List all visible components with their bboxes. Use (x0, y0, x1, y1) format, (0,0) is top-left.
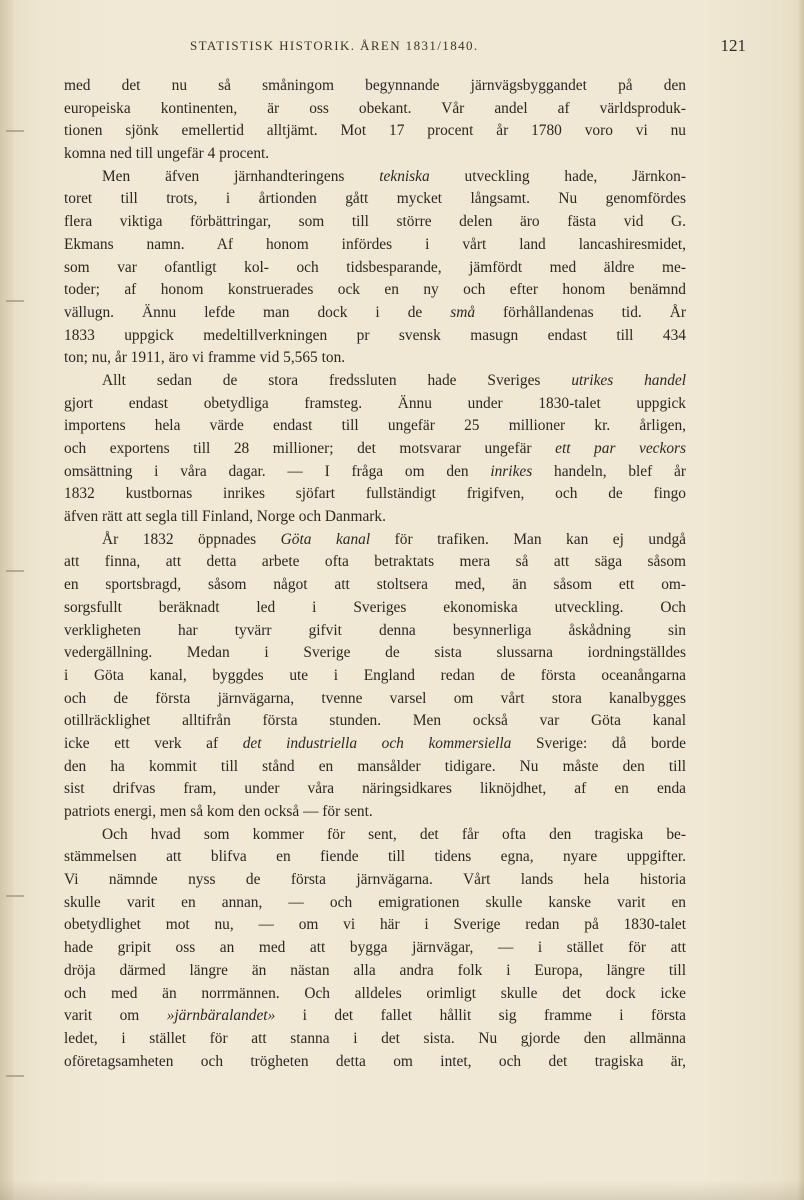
text-segment: gjort endast obetydliga framsteg. Ännu under 1830-talet uppgick (64, 394, 686, 412)
text-segment: förhållandenas tid. År (475, 303, 686, 321)
text-segment: den ha kommit till stånd en mansålder tidigare. Nu måste den till (64, 757, 686, 775)
margin-mark (6, 300, 24, 302)
text-line (64, 824, 686, 847)
italic-text: utrikes handel (571, 371, 687, 389)
text-segment: tionen sjönk emellertid alltjämt. Mot 17 procent år 1780 voro vi nu (64, 122, 686, 140)
text-segment: med det nu så småningom begynnande järnvägsbyggandet på den (64, 77, 686, 94)
text-line (64, 801, 686, 824)
text-segment: 1832 kustbornas inrikes sjöfart fullständigt frigifven, och de fingo (64, 485, 686, 503)
text-segment: hade gripit oss an med att bygga järnvägar, — i stället för att (64, 939, 686, 957)
text-segment: År 1832 öppnades (102, 530, 281, 548)
text-segment: patriots energi, men så kom den också — för sent. (64, 803, 373, 820)
text-segment: sorgsfullt beräknadt led i Sveriges ekonomiska utveckling. Och (64, 598, 686, 616)
text-segment: att finna, att detta arbete ofta betraktats mera så att säga såsom (64, 553, 686, 571)
italic-text: ett par veckors (555, 440, 686, 457)
text-segment: i Göta kanal, byggdes ute i England redan de första oceanångarna (64, 666, 686, 684)
text-line (64, 188, 686, 211)
text-segment: dröja därmed längre än nästan alla andra folk i Europa, längre till (64, 961, 686, 979)
text-segment: och exportens till 28 millioner; det motsvarar ungefär (64, 440, 556, 457)
text-segment: i det fallet hållit sig framme i första (275, 1007, 686, 1025)
text-segment: importens hela värde endast till ungefär 25 millioner kr. årligen, (64, 417, 686, 435)
text-segment: äfven rätt att segla till Finland, Norge och Danmark. (64, 508, 386, 526)
text-line (64, 415, 686, 438)
text-line (64, 892, 686, 915)
text-segment: stämmelsen att blifva en fiende till tidens egna, nyare uppgifter. (64, 848, 686, 866)
margin-mark (6, 1075, 24, 1077)
text-segment: Ekmans namn. Af honom infördes i vårt land lancashiresmidet, (64, 235, 686, 253)
text-line (64, 166, 686, 189)
text-line (64, 257, 686, 280)
page-number: 121 (720, 36, 746, 55)
text-line (64, 914, 686, 937)
text-segment: handeln, blef år (532, 462, 686, 480)
text-segment: och de första järnvägarna, tvenne varsel om vårt stora kanalbygges (64, 689, 686, 707)
margin-mark (6, 570, 24, 572)
binding-edge (0, 0, 14, 1200)
text-segment: flera viktiga förbättringar, som till större delen äro fästa vid G. (64, 213, 686, 231)
text-line (64, 756, 686, 779)
italic-text: det industriella och kommersiella (242, 734, 512, 752)
text-line (64, 983, 686, 1006)
text-line (64, 733, 686, 756)
text-line (64, 597, 686, 620)
text-line (64, 869, 686, 892)
text-segment: Vi nämnde nyss de första järnvägarna. Vårt lands hela historia (64, 871, 686, 889)
running-title: STATISTISK HISTORIK. ÅREN 1831/1840. (190, 38, 479, 53)
text-line (64, 665, 686, 688)
text-segment: och med än norrmännen. Och alldeles orimligt skulle det dock icke (64, 984, 686, 1002)
text-segment: ledet, i stället för att stanna i det sista. Nu gjorde den allmänna (64, 1029, 686, 1047)
text-segment: som var ofantligt kol- och tidsbesparande, jämfördt med äldre me- (64, 258, 686, 276)
text-segment: komna ned till ungefär 4 procent. (64, 145, 270, 163)
text-line (64, 710, 686, 733)
text-segment: otillräcklighet alltifrån första stunden. Men också var Göta kanal (64, 712, 686, 730)
text-segment: icke ett verk af (64, 734, 243, 752)
text-segment: Och hvad som kommer för sent, det får ofta den tragiska be- (102, 825, 686, 843)
text-segment: obetydlighet mot nu, — om vi här i Sverige redan på 1830-talet (64, 916, 686, 934)
text-segment: europeiska kontinenten, är oss obekant. Vår andel af världsproduk- (64, 99, 686, 117)
text-line (64, 529, 686, 552)
text-segment: för trafiken. Man kan ej undgå (370, 530, 686, 548)
text-segment: varit om (64, 1007, 167, 1025)
text-segment: vällugn. Ännu lefde man dock i de (64, 303, 451, 321)
text-line (64, 279, 686, 302)
text-line (64, 370, 686, 393)
text-line (64, 302, 686, 325)
text-line (64, 393, 686, 416)
text-segment: toret till trots, i årtionden gått mycket långsamt. Nu genomfördes (64, 190, 686, 208)
text-line (64, 211, 686, 234)
text-segment: Allt sedan de stora fredssluten hade Sveriges (102, 371, 572, 389)
text-segment: Sverige: då borde (511, 734, 686, 752)
text-line (64, 551, 686, 574)
text-line (64, 1051, 686, 1074)
text-line (64, 143, 686, 166)
text-segment: utveckling hade, Järnkon- (429, 167, 686, 185)
page-header (60, 38, 750, 62)
text-line (64, 960, 686, 983)
text-segment: Men äfven järnhandteringens (102, 167, 380, 185)
text-line (64, 234, 686, 257)
text-segment: 1833 uppgick medeltillverkningen pr svensk masugn endast till 434 (64, 326, 686, 344)
text-segment: toder; af honom konstruerades ock en ny och efter honom benämnd (64, 281, 686, 299)
italic-text: »järnbäralandet» (166, 1007, 276, 1025)
text-line (64, 778, 686, 801)
text-line (64, 506, 686, 529)
text-line (64, 620, 686, 643)
body-text (64, 75, 686, 1073)
text-segment: en sportsbragd, såsom något att stoltsera med, än såsom ett om- (64, 576, 686, 594)
text-segment: oföretagsamheten och trögheten detta om intet, och det tragiska är, (64, 1052, 686, 1070)
margin-mark (6, 130, 24, 132)
text-line (64, 688, 686, 711)
text-line (64, 438, 686, 461)
italic-text: inrikes (490, 462, 533, 480)
text-line (64, 483, 686, 506)
text-line (64, 325, 686, 348)
text-line (64, 461, 686, 484)
page-edge (798, 0, 804, 1200)
text-segment: vedergällning. Medan i Sverige de sista slussarna iordningställdes (64, 644, 686, 662)
text-line (64, 98, 686, 121)
italic-text: tekniska (379, 167, 430, 185)
text-segment: omsättning i våra dagar. — I fråga om den (64, 462, 491, 480)
text-line (64, 642, 686, 665)
text-line (64, 937, 686, 960)
italic-text: små (450, 303, 476, 321)
text-line (64, 846, 686, 869)
text-segment: skulle varit en annan, — och emigrationen skulle kanske varit en (64, 893, 686, 911)
page-shadow (0, 1180, 804, 1200)
text-line (64, 120, 686, 143)
text-segment: ton; nu, år 1911, äro vi framme vid 5,565 ton. (64, 349, 346, 367)
italic-text: Göta kanal (280, 530, 371, 548)
text-line (64, 574, 686, 597)
text-line (64, 1005, 686, 1028)
margin-mark (6, 895, 24, 897)
text-segment: sist drifvas fram, under våra näringsidkares liknöjdhet, af en enda (64, 780, 686, 798)
text-line (64, 1028, 686, 1051)
text-line (64, 75, 686, 98)
text-segment: verkligheten har tyvärr gifvit denna besynnerliga åskådning sin (64, 621, 686, 639)
text-line (64, 347, 686, 370)
